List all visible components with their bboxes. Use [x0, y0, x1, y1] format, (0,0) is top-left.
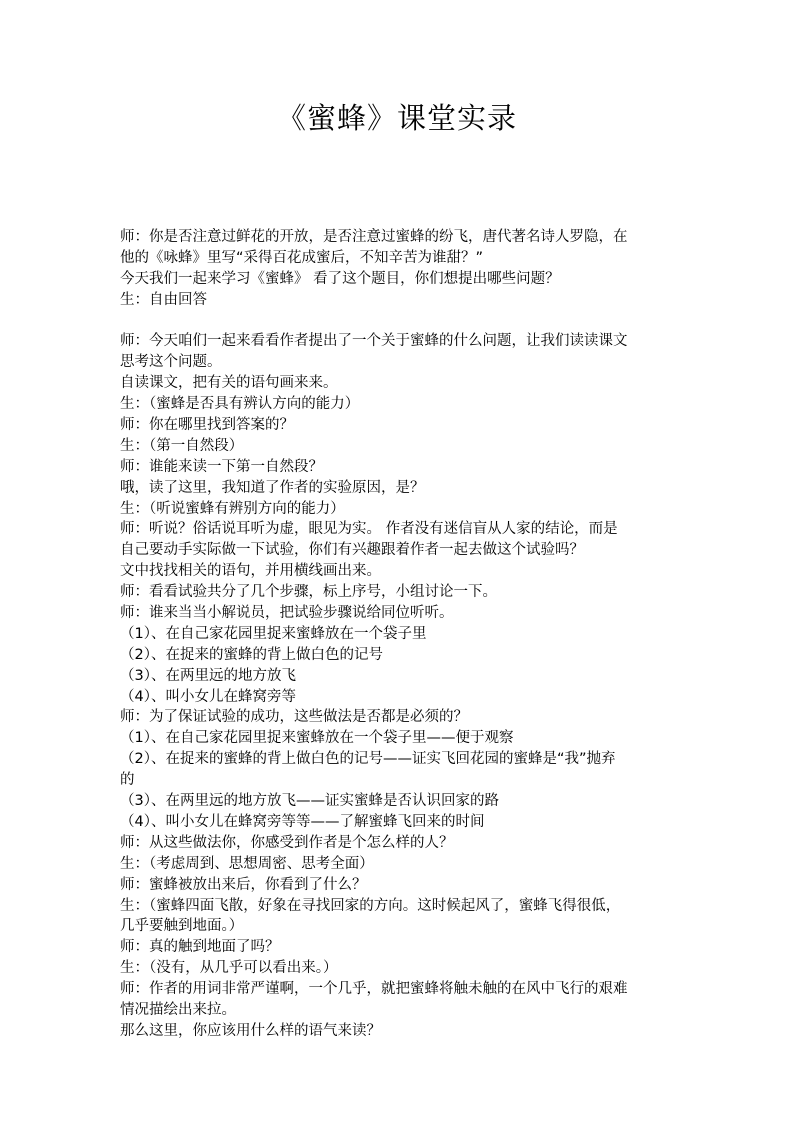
- transcript-line: 生：（考虑周到、思想周密、思考全面）: [120, 855, 374, 872]
- transcript-line: （3）、在两里远的地方放飞——证实蜜蜂是否认识回家的路: [120, 793, 499, 810]
- transcript-line: 几乎要触到地面。）: [120, 918, 244, 935]
- transcript-line: 师：蜜蜂被放出来后，你看到了什么？: [120, 876, 367, 893]
- transcript-line: 师：谁来当当小解说员，把试验步骤说给同位听听。: [120, 605, 454, 622]
- transcript-line: （3）、在两里远的地方放飞: [120, 667, 296, 684]
- transcript-line: 师：你在哪里找到答案的？: [120, 417, 294, 434]
- blank-line: [120, 311, 685, 332]
- transcript-line: （4）、叫小女儿在蜂窝旁等等——了解蜜蜂飞回来的时间: [120, 813, 485, 830]
- transcript-line: 生：（没有，从几乎可以看出来。）: [120, 960, 338, 977]
- transcript-line: 生：（第一自然段）: [120, 437, 244, 454]
- transcript-line: （4）、叫小女儿在蜂窝旁等: [120, 688, 296, 705]
- transcript-line: 哦，读了这里，我知道了作者的实验原因，是？: [120, 479, 425, 496]
- transcript-line: 的: [120, 772, 135, 789]
- transcript-line: 师：为了保证试验的成功，这些做法是否都是必须的？: [120, 709, 468, 726]
- transcript-line: 生：（蜜蜂是否具有辨认方向的能力）: [120, 396, 360, 413]
- transcript-line: 师：看看试验共分了几个步骤，标上序号，小组讨论一下。: [120, 584, 497, 601]
- transcript-line: 师：你是否注意过鲜花的开放，是否注意过蜜蜂的纷飞，唐代著名诗人罗隐，在: [120, 229, 628, 245]
- transcript-line: 自读课文，把有关的语句画来来。: [120, 375, 338, 392]
- transcript-line: 生：（听说蜜蜂有辨别方向的能力）: [120, 500, 345, 517]
- transcript-line: 师：真的触到地面了吗？: [120, 939, 280, 956]
- transcript-line: 那么这里，你应该用什么样的语气来读？: [120, 1022, 381, 1039]
- transcript-line: （2）、在捉来的蜜蜂的背上做白色的记号: [120, 646, 383, 663]
- transcript-line: 师：今天咱们一起来看看作者提出了一个关于蜜蜂的什么问题，让我们读读课文: [120, 333, 628, 350]
- transcript-line: 思考这个问题。: [120, 354, 222, 371]
- transcript-line: 师：从这些做法你，你感受到作者是个怎么样的人？: [120, 834, 454, 851]
- transcript-line: 自己要动手实际做一下试验，你们有兴趣跟着作者一起去做这个试验吗？: [120, 542, 584, 559]
- transcript-line: 他的《咏蜂》里写“采得百花成蜜后，不知辛苦为谁甜？”: [120, 249, 484, 266]
- transcript-line: 师：听说？俗话说耳听为虚，眼见为实。 作者没有迷信盲从人家的结论，而是: [120, 521, 618, 538]
- transcript-line: 今天我们一起来学习《蜜蜂》 看了这个题目，你们想提出哪些问题？: [120, 270, 560, 287]
- transcript-line: 情况描绘出来拉。: [120, 1001, 236, 1018]
- transcript-line: 师：谁能来读一下第一自然段？: [120, 458, 323, 475]
- document-title: 《蜜蜂》课堂实录: [276, 101, 517, 135]
- transcript-line: 文中找找相关的语句，并用横线画出来。: [120, 563, 381, 580]
- transcript-line: 师：作者的用词非常严谨啊，一个几乎，就把蜜蜂将触未触的在风中飞行的艰难: [120, 981, 628, 998]
- transcript-line: 生：自由回答: [120, 291, 207, 308]
- transcript-line: （2）、在捉来的蜜蜂的背上做白色的记号——证实飞回花园的蜜蜂是“我”抛弃: [120, 751, 616, 768]
- transcript-line: 生：（蜜蜂四面飞散，好象在寻找回家的方向。这时候起风了，蜜蜂飞得很低，: [120, 897, 621, 914]
- transcript-line: （1）、在自己家花园里捉来蜜蜂放在一个袋子里: [120, 625, 427, 642]
- transcript-line: （1）、在自己家花园里捉来蜜蜂放在一个袋子里——便于观察: [120, 730, 514, 747]
- transcript-body: [120, 227, 685, 1042]
